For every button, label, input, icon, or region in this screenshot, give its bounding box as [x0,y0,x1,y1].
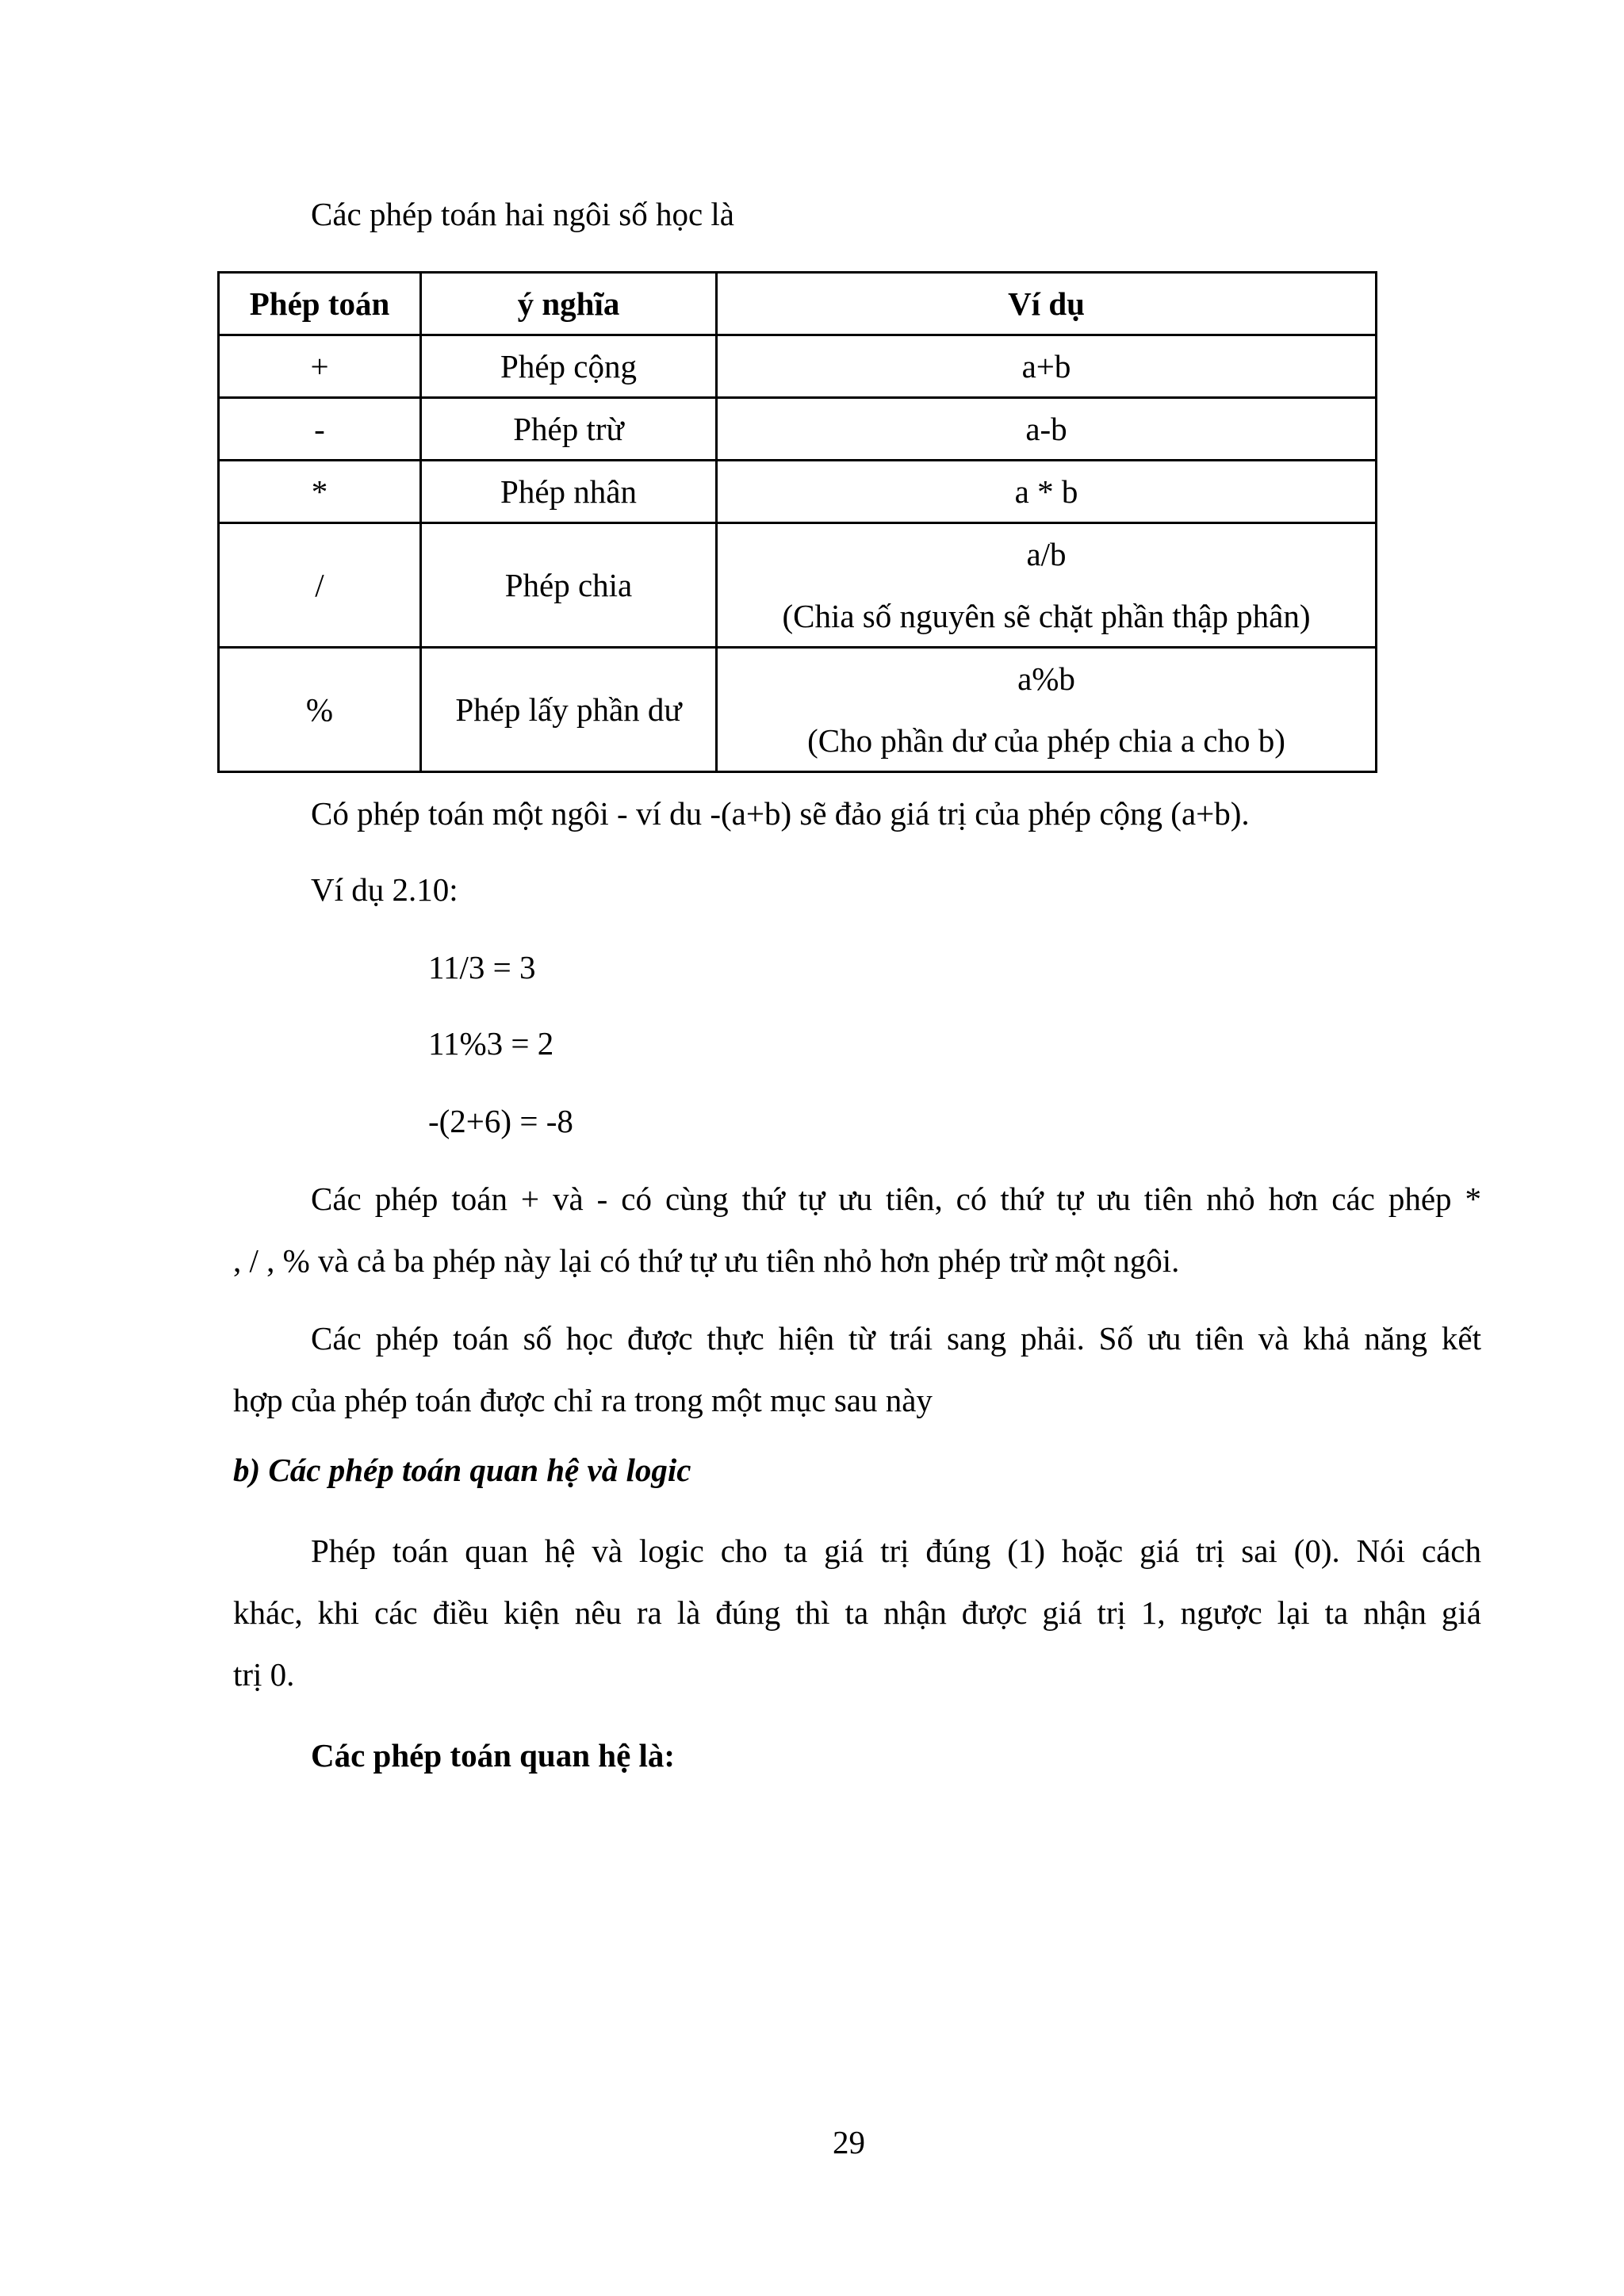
meaning-cell: Phép cộng [421,335,717,398]
table-row [219,335,1377,398]
operator-cell: - [219,398,421,461]
operator-cell: + [219,335,421,398]
example-cell [717,461,1377,523]
evaluation-paragraph-line: Các phép toán số học được thực hiện từ trái sang phải. Số ưu tiên và khả năng kết [311,1320,1481,1357]
example-line: -(2+6) = -8 [428,1103,573,1139]
example-line: a-b [1025,411,1067,447]
relational-paragraph-line: trị 0. [233,1656,295,1693]
precedence-paragraph-line: , / , % và cả ba phép này lại có thứ tự ưu tiên nhỏ hơn phép trừ một ngôi. [233,1242,1180,1279]
table-header-row [219,273,1377,335]
operator-cell: % [219,648,421,772]
example-line: 11/3 = 3 [428,949,536,985]
subsection-heading: Các phép toán quan hệ là: [311,1737,676,1774]
example-line: a/b [1026,536,1067,572]
table-row [219,523,1377,648]
example-title: Ví dụ 2.10: [311,871,458,908]
relational-paragraph-line: Phép toán quan hệ và logic cho ta giá trị đúng (1) hoặc giá trị sai (0). Nói cách [311,1533,1481,1569]
table-row [219,398,1377,461]
example-line: a%b [1017,660,1075,697]
precedence-paragraph-line: Các phép toán + và - có cùng thứ tự ưu tiên, có thứ tự ưu tiên nhỏ hơn các phép * [311,1181,1481,1217]
column-header-example: Ví dụ [717,273,1377,335]
example-line: a * b [1014,473,1078,510]
example-cell [717,648,1377,772]
column-header-meaning: ý nghĩa [421,273,717,335]
meaning-cell: Phép trừ [421,398,717,461]
example-cell [717,398,1377,461]
relational-paragraph-line: khác, khi các điều kiện nêu ra là đúng thì ta nhận được giá trị 1, ngược lại ta nhận giá [233,1594,1481,1631]
example-line: a+b [1021,348,1071,385]
operator-cell: / [219,523,421,648]
table-row [219,648,1377,772]
example-note: (Chia số nguyên sẽ chặt phần thập phân) [782,598,1311,634]
example-cell [717,335,1377,398]
operators-table [217,271,1377,773]
evaluation-paragraph-line: hợp của phép toán được chỉ ra trong một mục sau này [233,1382,933,1418]
meaning-cell: Phép chia [421,523,717,648]
section-heading: b) Các phép toán quan hệ và logic [233,1452,691,1488]
operator-cell: * [219,461,421,523]
example-line: 11%3 = 2 [428,1025,554,1062]
intro-text: Các phép toán hai ngôi số học là [311,196,735,232]
column-header-operator: Phép toán [219,273,421,335]
table-row [219,461,1377,523]
example-cell [717,523,1377,648]
meaning-cell: Phép nhân [421,461,717,523]
meaning-cell: Phép lấy phần dư [421,648,717,772]
page-number: 29 [833,2124,865,2160]
example-note: (Cho phần dư của phép chia a cho b) [807,722,1285,759]
unary-note: Có phép toán một ngôi - ví du -(a+b) sẽ đảo giá trị của phép cộng (a+b). [311,795,1250,832]
